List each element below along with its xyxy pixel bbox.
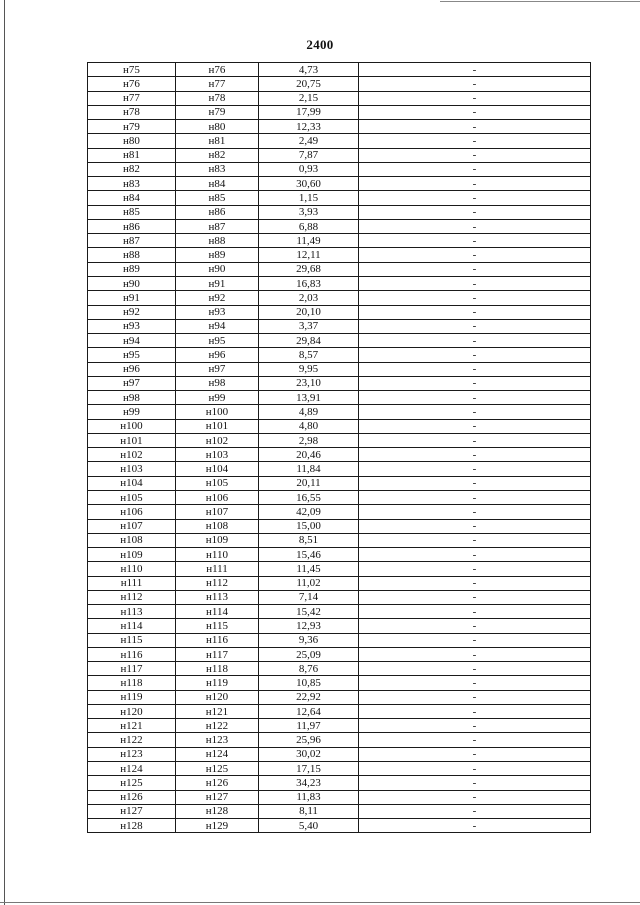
note-cell: - (359, 662, 591, 676)
length-cell: 12,64 (259, 704, 359, 718)
table-row (88, 334, 591, 348)
to-point-cell: н115 (176, 619, 259, 633)
from-point-cell: н108 (88, 533, 176, 547)
scan-edge-left-line (4, 0, 5, 905)
table-row (88, 590, 591, 604)
from-point-cell: н91 (88, 291, 176, 305)
table-row (88, 448, 591, 462)
table-row (88, 291, 591, 305)
to-point-cell: н96 (176, 348, 259, 362)
to-point-cell: н95 (176, 334, 259, 348)
table-row (88, 733, 591, 747)
table-row (88, 804, 591, 818)
table-row (88, 719, 591, 733)
note-cell: - (359, 647, 591, 661)
length-cell: 8,57 (259, 348, 359, 362)
length-cell: 6,88 (259, 219, 359, 233)
table-row (88, 419, 591, 433)
table-body (88, 63, 591, 833)
length-cell: 11,49 (259, 234, 359, 248)
to-point-cell: н125 (176, 762, 259, 776)
table-row (88, 790, 591, 804)
to-point-cell: н84 (176, 177, 259, 191)
to-point-cell: н99 (176, 391, 259, 405)
from-point-cell: н81 (88, 148, 176, 162)
length-cell: 4,80 (259, 419, 359, 433)
note-cell: - (359, 262, 591, 276)
note-cell: - (359, 148, 591, 162)
note-cell: - (359, 305, 591, 319)
table-row (88, 505, 591, 519)
to-point-cell: н88 (176, 234, 259, 248)
table-row (88, 433, 591, 447)
note-cell: - (359, 633, 591, 647)
from-point-cell: н96 (88, 362, 176, 376)
note-cell: - (359, 419, 591, 433)
table-row (88, 562, 591, 576)
note-cell: - (359, 291, 591, 305)
from-point-cell: н83 (88, 177, 176, 191)
from-point-cell: н121 (88, 719, 176, 733)
to-point-cell: н92 (176, 291, 259, 305)
from-point-cell: н101 (88, 433, 176, 447)
length-cell: 11,45 (259, 562, 359, 576)
length-cell: 34,23 (259, 776, 359, 790)
table-row (88, 376, 591, 390)
note-cell: - (359, 362, 591, 376)
to-point-cell: н76 (176, 63, 259, 77)
to-point-cell: н114 (176, 605, 259, 619)
table-row (88, 662, 591, 676)
length-cell: 8,76 (259, 662, 359, 676)
to-point-cell: н123 (176, 733, 259, 747)
table-row (88, 63, 591, 77)
to-point-cell: н78 (176, 91, 259, 105)
note-cell: - (359, 533, 591, 547)
length-cell: 11,02 (259, 576, 359, 590)
table-row (88, 105, 591, 119)
note-cell: - (359, 576, 591, 590)
length-cell: 7,87 (259, 148, 359, 162)
note-cell: - (359, 376, 591, 390)
from-point-cell: н90 (88, 276, 176, 290)
table-row (88, 276, 591, 290)
to-point-cell: н94 (176, 319, 259, 333)
from-point-cell: н77 (88, 91, 176, 105)
note-cell: - (359, 462, 591, 476)
length-cell: 2,49 (259, 134, 359, 148)
to-point-cell: н102 (176, 433, 259, 447)
length-cell: 30,02 (259, 747, 359, 761)
to-point-cell: н119 (176, 676, 259, 690)
table-row (88, 348, 591, 362)
from-point-cell: н119 (88, 690, 176, 704)
from-point-cell: н107 (88, 519, 176, 533)
from-point-cell: н95 (88, 348, 176, 362)
from-point-cell: н116 (88, 647, 176, 661)
length-cell: 9,36 (259, 633, 359, 647)
length-cell: 20,11 (259, 476, 359, 490)
table-row (88, 77, 591, 91)
table-row (88, 134, 591, 148)
length-cell: 3,93 (259, 205, 359, 219)
length-cell: 2,15 (259, 91, 359, 105)
length-cell: 2,03 (259, 291, 359, 305)
note-cell: - (359, 276, 591, 290)
table-row (88, 762, 591, 776)
table-row (88, 405, 591, 419)
from-point-cell: н123 (88, 747, 176, 761)
table-row (88, 490, 591, 504)
from-point-cell: н97 (88, 376, 176, 390)
length-cell: 12,33 (259, 120, 359, 134)
to-point-cell: н111 (176, 562, 259, 576)
table-row (88, 476, 591, 490)
length-cell: 20,46 (259, 448, 359, 462)
to-point-cell: н109 (176, 533, 259, 547)
length-cell: 23,10 (259, 376, 359, 390)
to-point-cell: н100 (176, 405, 259, 419)
table-row (88, 519, 591, 533)
from-point-cell: н105 (88, 490, 176, 504)
length-cell: 22,92 (259, 690, 359, 704)
from-point-cell: н80 (88, 134, 176, 148)
table-row (88, 319, 591, 333)
note-cell: - (359, 120, 591, 134)
length-cell: 4,73 (259, 63, 359, 77)
note-cell: - (359, 790, 591, 804)
note-cell: - (359, 776, 591, 790)
to-point-cell: н120 (176, 690, 259, 704)
from-point-cell: н100 (88, 419, 176, 433)
to-point-cell: н81 (176, 134, 259, 148)
table-row (88, 676, 591, 690)
to-point-cell: н79 (176, 105, 259, 119)
to-point-cell: н91 (176, 276, 259, 290)
length-cell: 10,85 (259, 676, 359, 690)
note-cell: - (359, 590, 591, 604)
from-point-cell: н120 (88, 704, 176, 718)
note-cell: - (359, 819, 591, 833)
from-point-cell: н89 (88, 262, 176, 276)
table-row (88, 576, 591, 590)
table-row (88, 262, 591, 276)
note-cell: - (359, 405, 591, 419)
from-point-cell: н118 (88, 676, 176, 690)
from-point-cell: н103 (88, 462, 176, 476)
note-cell: - (359, 762, 591, 776)
length-cell: 12,93 (259, 619, 359, 633)
table-row (88, 248, 591, 262)
to-point-cell: н126 (176, 776, 259, 790)
note-cell: - (359, 519, 591, 533)
length-cell: 15,42 (259, 605, 359, 619)
length-cell: 4,89 (259, 405, 359, 419)
note-cell: - (359, 134, 591, 148)
from-point-cell: н117 (88, 662, 176, 676)
note-cell: - (359, 747, 591, 761)
from-point-cell: н102 (88, 448, 176, 462)
from-point-cell: н75 (88, 63, 176, 77)
length-cell: 16,55 (259, 490, 359, 504)
from-point-cell: н98 (88, 391, 176, 405)
to-point-cell: н106 (176, 490, 259, 504)
to-point-cell: н112 (176, 576, 259, 590)
to-point-cell: н80 (176, 120, 259, 134)
note-cell: - (359, 334, 591, 348)
note-cell: - (359, 548, 591, 562)
note-cell: - (359, 319, 591, 333)
note-cell: - (359, 704, 591, 718)
note-cell: - (359, 77, 591, 91)
table-row (88, 533, 591, 547)
from-point-cell: н126 (88, 790, 176, 804)
scan-edge-bottom-line (0, 902, 640, 903)
table-row (88, 305, 591, 319)
length-cell: 15,00 (259, 519, 359, 533)
note-cell: - (359, 562, 591, 576)
from-point-cell: н124 (88, 762, 176, 776)
note-cell: - (359, 63, 591, 77)
length-cell: 16,83 (259, 276, 359, 290)
from-point-cell: н113 (88, 605, 176, 619)
scan-edge-top-line (440, 1, 640, 2)
table-row (88, 462, 591, 476)
from-point-cell: н106 (88, 505, 176, 519)
note-cell: - (359, 105, 591, 119)
note-cell: - (359, 248, 591, 262)
note-cell: - (359, 605, 591, 619)
from-point-cell: н78 (88, 105, 176, 119)
to-point-cell: н113 (176, 590, 259, 604)
table-row (88, 548, 591, 562)
to-point-cell: н104 (176, 462, 259, 476)
to-point-cell: н105 (176, 476, 259, 490)
to-point-cell: н83 (176, 162, 259, 176)
from-point-cell: н86 (88, 219, 176, 233)
to-point-cell: н90 (176, 262, 259, 276)
table-row (88, 647, 591, 661)
to-point-cell: н117 (176, 647, 259, 661)
note-cell: - (359, 234, 591, 248)
length-cell: 9,95 (259, 362, 359, 376)
length-cell: 5,40 (259, 819, 359, 833)
table-row (88, 619, 591, 633)
to-point-cell: н108 (176, 519, 259, 533)
table-row (88, 633, 591, 647)
length-cell: 1,15 (259, 191, 359, 205)
from-point-cell: н99 (88, 405, 176, 419)
length-cell: 3,37 (259, 319, 359, 333)
length-cell: 2,98 (259, 433, 359, 447)
table-row (88, 362, 591, 376)
note-cell: - (359, 448, 591, 462)
note-cell: - (359, 91, 591, 105)
to-point-cell: н118 (176, 662, 259, 676)
to-point-cell: н128 (176, 804, 259, 818)
length-cell: 20,10 (259, 305, 359, 319)
from-point-cell: н125 (88, 776, 176, 790)
length-cell: 17,15 (259, 762, 359, 776)
to-point-cell: н97 (176, 362, 259, 376)
length-cell: 12,11 (259, 248, 359, 262)
page-number: 2400 (306, 37, 334, 52)
to-point-cell: н107 (176, 505, 259, 519)
from-point-cell: н82 (88, 162, 176, 176)
table-row (88, 391, 591, 405)
table-row (88, 120, 591, 134)
from-point-cell: н88 (88, 248, 176, 262)
table-row (88, 747, 591, 761)
to-point-cell: н85 (176, 191, 259, 205)
note-cell: - (359, 162, 591, 176)
length-cell: 25,09 (259, 647, 359, 661)
from-point-cell: н115 (88, 633, 176, 647)
table-row (88, 177, 591, 191)
from-point-cell: н94 (88, 334, 176, 348)
to-point-cell: н124 (176, 747, 259, 761)
length-cell: 42,09 (259, 505, 359, 519)
from-point-cell: н127 (88, 804, 176, 818)
table-row (88, 704, 591, 718)
table-row (88, 191, 591, 205)
note-cell: - (359, 676, 591, 690)
note-cell: - (359, 733, 591, 747)
length-cell: 25,96 (259, 733, 359, 747)
note-cell: - (359, 391, 591, 405)
note-cell: - (359, 177, 591, 191)
note-cell: - (359, 690, 591, 704)
table-row (88, 605, 591, 619)
length-cell: 8,51 (259, 533, 359, 547)
to-point-cell: н116 (176, 633, 259, 647)
coordinates-table (87, 62, 591, 833)
length-cell: 11,84 (259, 462, 359, 476)
from-point-cell: н128 (88, 819, 176, 833)
table-row (88, 234, 591, 248)
from-point-cell: н104 (88, 476, 176, 490)
from-point-cell: н110 (88, 562, 176, 576)
to-point-cell: н127 (176, 790, 259, 804)
length-cell: 0,93 (259, 162, 359, 176)
from-point-cell: н92 (88, 305, 176, 319)
length-cell: 15,46 (259, 548, 359, 562)
length-cell: 20,75 (259, 77, 359, 91)
from-point-cell: н85 (88, 205, 176, 219)
table-row (88, 148, 591, 162)
table-row (88, 91, 591, 105)
note-cell: - (359, 348, 591, 362)
length-cell: 30,60 (259, 177, 359, 191)
to-point-cell: н103 (176, 448, 259, 462)
note-cell: - (359, 219, 591, 233)
to-point-cell: н129 (176, 819, 259, 833)
note-cell: - (359, 191, 591, 205)
table-row (88, 162, 591, 176)
length-cell: 7,14 (259, 590, 359, 604)
length-cell: 11,83 (259, 790, 359, 804)
length-cell: 8,11 (259, 804, 359, 818)
from-point-cell: н87 (88, 234, 176, 248)
from-point-cell: н76 (88, 77, 176, 91)
to-point-cell: н110 (176, 548, 259, 562)
table-row (88, 819, 591, 833)
to-point-cell: н93 (176, 305, 259, 319)
note-cell: - (359, 505, 591, 519)
from-point-cell: н109 (88, 548, 176, 562)
note-cell: - (359, 205, 591, 219)
from-point-cell: н122 (88, 733, 176, 747)
note-cell: - (359, 619, 591, 633)
to-point-cell: н87 (176, 219, 259, 233)
to-point-cell: н98 (176, 376, 259, 390)
note-cell: - (359, 804, 591, 818)
note-cell: - (359, 490, 591, 504)
note-cell: - (359, 433, 591, 447)
from-point-cell: н84 (88, 191, 176, 205)
to-point-cell: н101 (176, 419, 259, 433)
from-point-cell: н112 (88, 590, 176, 604)
table-row (88, 219, 591, 233)
from-point-cell: н111 (88, 576, 176, 590)
from-point-cell: н93 (88, 319, 176, 333)
to-point-cell: н86 (176, 205, 259, 219)
to-point-cell: н82 (176, 148, 259, 162)
table-row (88, 205, 591, 219)
length-cell: 29,68 (259, 262, 359, 276)
length-cell: 29,84 (259, 334, 359, 348)
from-point-cell: н79 (88, 120, 176, 134)
to-point-cell: н89 (176, 248, 259, 262)
to-point-cell: н121 (176, 704, 259, 718)
length-cell: 11,97 (259, 719, 359, 733)
to-point-cell: н122 (176, 719, 259, 733)
length-cell: 13,91 (259, 391, 359, 405)
note-cell: - (359, 719, 591, 733)
table-row (88, 690, 591, 704)
table-row (88, 776, 591, 790)
from-point-cell: н114 (88, 619, 176, 633)
length-cell: 17,99 (259, 105, 359, 119)
note-cell: - (359, 476, 591, 490)
to-point-cell: н77 (176, 77, 259, 91)
